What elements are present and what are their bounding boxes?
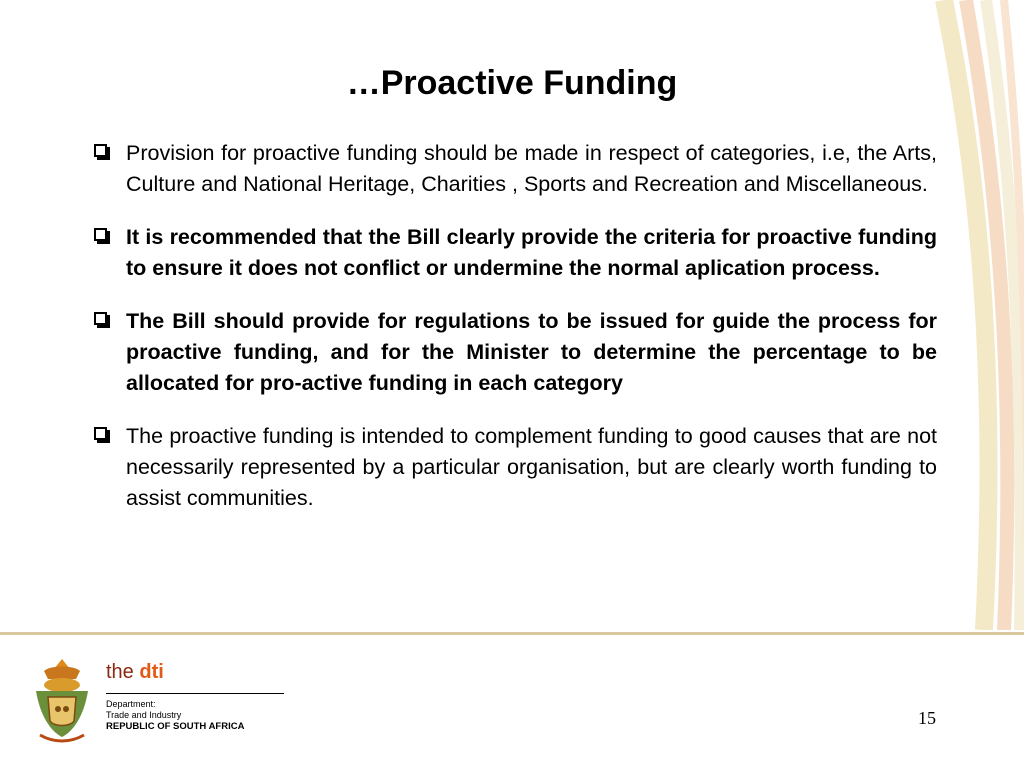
brand-prefix: the: [106, 661, 134, 683]
checkbox-bullet-icon: [94, 427, 107, 440]
footer-divider: [0, 632, 1024, 635]
bullet-text: It is recommended that the Bill clearly provide the criteria for proactive funding to ensure it does not conflict or undermine the normal aplication process.: [126, 225, 937, 280]
bullet-item: [94, 306, 937, 399]
dti-logo: [30, 655, 270, 745]
checkbox-bullet-icon: [94, 228, 107, 241]
dept-line-3: REPUBLIC OF SOUTH AFRICA: [106, 721, 245, 732]
checkbox-bullet-icon: [94, 312, 107, 325]
brand-divider: [106, 693, 284, 694]
bullet-text: The Bill should provide for regulations to be issued for guide the process for proactive funding, and for the Minister to determine the percentage to be allocated for pro-active funding in each category: [126, 309, 937, 395]
coat-of-arms-icon: [30, 655, 95, 745]
dept-line-1: Department:: [106, 699, 156, 709]
department-text: [106, 699, 244, 732]
checkbox-bullet-icon: [94, 144, 107, 157]
slide-title: …Proactive Funding: [346, 64, 678, 102]
bullet-text: The proactive funding is intended to complement funding to good causes that are not necessarily represented by a particular organisation, but are clearly worth funding to assist communities.: [126, 424, 937, 510]
bullet-list: [94, 138, 937, 536]
bullet-item: [94, 421, 937, 514]
bullet-text: Provision for proactive funding should be made in respect of categories, i.e, the Arts, Culture and National Heritage, Charities , Sports and Recreation and Miscellaneous.: [126, 141, 937, 196]
bullet-item: [94, 138, 937, 200]
brand-wordmark: [106, 661, 164, 684]
bullet-item: [94, 222, 937, 284]
page-number: 15: [918, 708, 936, 728]
dept-line-2: Trade and Industry: [106, 710, 182, 720]
brand-name: dti: [139, 661, 164, 683]
